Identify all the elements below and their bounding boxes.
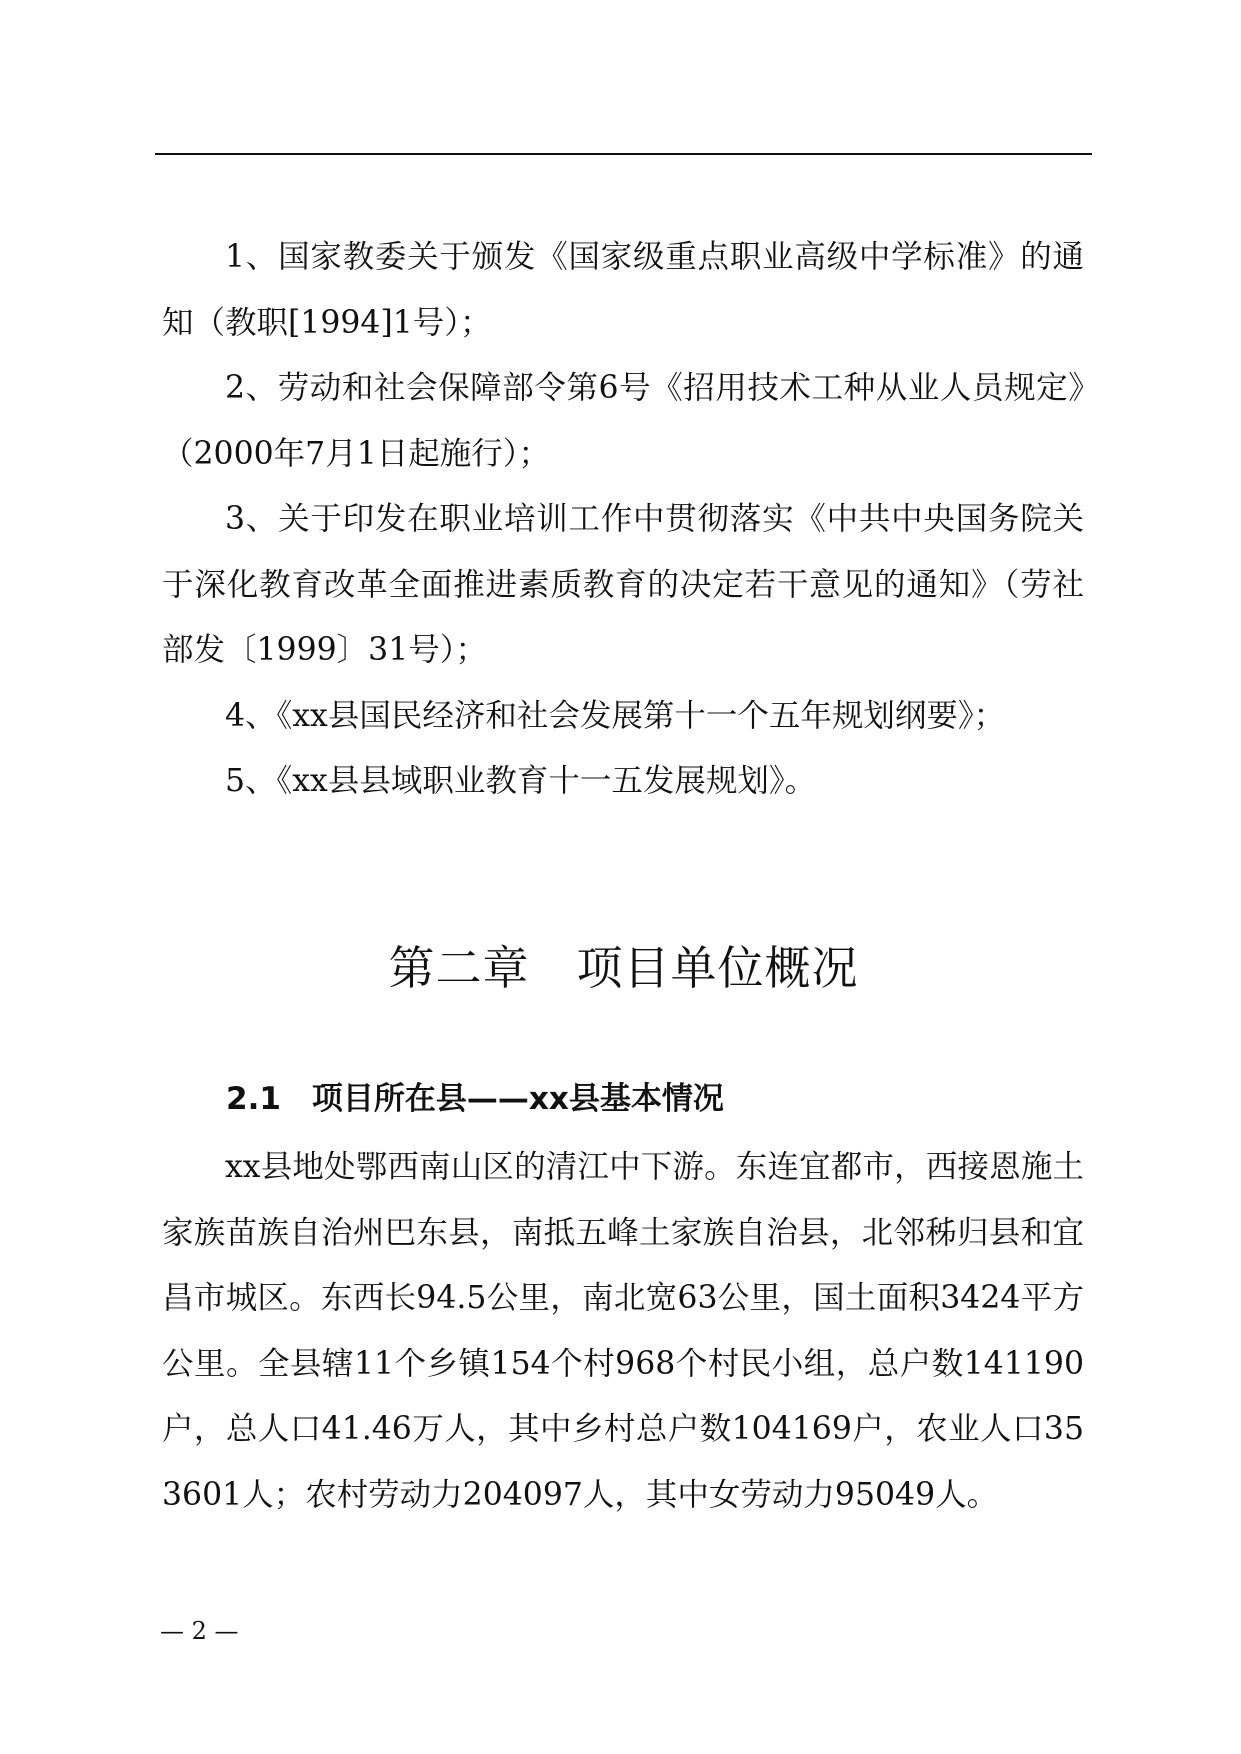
section-body: [162, 1135, 1084, 1528]
section-heading: 2.1 项目所在县——xx县基本情况: [226, 1081, 724, 1117]
section-paragraph: xx县地处鄂西南山区的清江中下游。东连宜都市，西接恩施土家族苗族自治州巴东县，南抵五峰土家族自治县，北邻秭归县和宜昌市城区。东西长94.5公里，南北宽63公里，国土面积3424平方公里。全县辖11个乡镇154个村968个村民小组，总户数141190户，总人口41.46万人，其中乡村总户数104169户，农业人口353601人；农村劳动力204097人，其中女劳动力95049人。: [162, 1149, 1084, 1513]
reference-item-1: 1、国家教委关于颁发《国家级重点职业高级中学标准》的通知（教职[1994]1号）；: [162, 239, 1084, 341]
reference-item-5: 5、《xx县县域职业教育十一五发展规划》。: [225, 763, 817, 799]
reference-item-4: 4、《xx县国民经济和社会发展第十一个五年规划纲要》；: [225, 697, 1006, 734]
reference-list: [162, 225, 1084, 815]
page-number: — 2 —: [160, 1617, 239, 1645]
header-rule: [155, 153, 1092, 155]
reference-item-2: 2、劳动和社会保障部令第6号《招用技术工种从业人员规定》（2000年7月1日起施行）；: [162, 370, 1084, 472]
reference-item-3: 3、关于印发在职业培训工作中贯彻落实《中共中央国务院关于深化教育改革全面推进素质教育的决定若干意见的通知》（劳社部发〔1999〕31号）；: [162, 501, 1084, 668]
chapter-title: 第二章 项目单位概况: [388, 941, 859, 995]
